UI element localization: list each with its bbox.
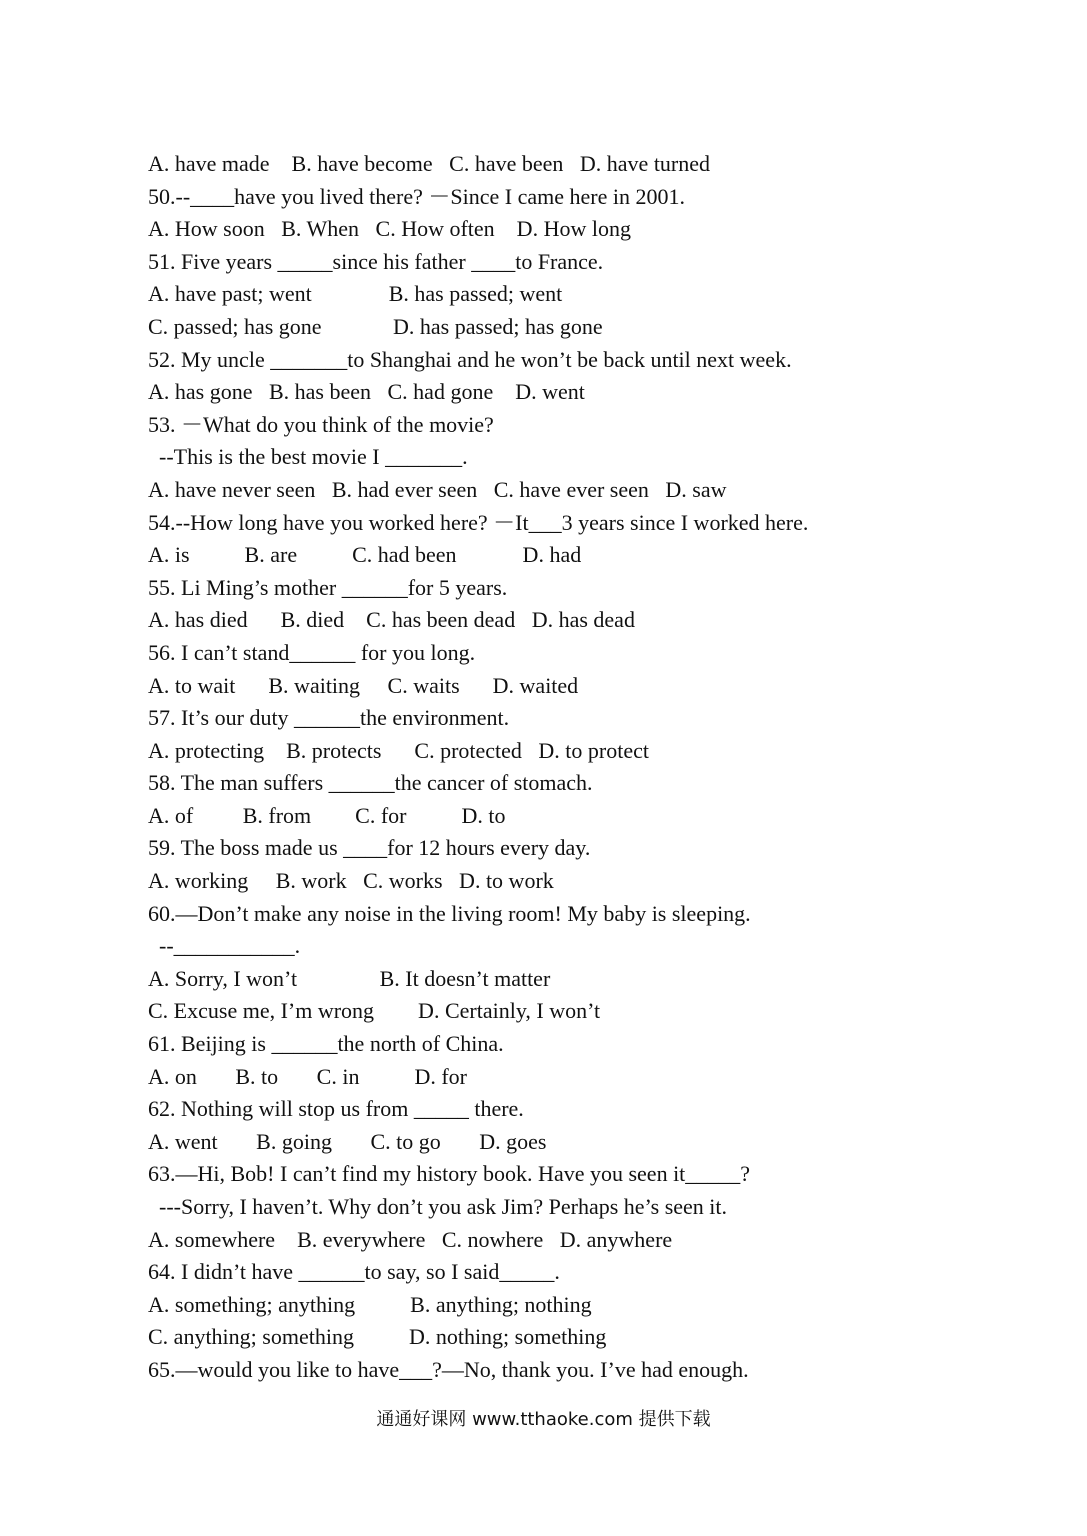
text-line: 60.—Don’t make any noise in the living room! My baby is sleeping. xyxy=(148,900,751,926)
text-line: --___________. xyxy=(148,933,301,959)
text-line: 65.—would you like to have___?—No, thank you. I’ve had enough. xyxy=(148,1356,749,1382)
text-line: A. has died B. died C. has been dead D. has dead xyxy=(148,607,635,633)
text-line: A. to wait B. waiting C. waits D. waited xyxy=(148,672,579,698)
text-line: A. protecting B. protects C. protected D. to protect xyxy=(148,737,649,763)
text-line: C. Excuse me, I’m wrong D. Certainly, I won’t xyxy=(148,998,601,1024)
text-line: 50.--____have you lived there? －Since I came here in 2001. xyxy=(148,183,685,209)
text-line: A. How soon B. When C. How often D. How long xyxy=(148,216,631,242)
text-line: 54.--How long have you worked here? －It___3 years since I worked here. xyxy=(148,509,809,535)
text-line: A. of B. from C. for D. to xyxy=(148,802,506,828)
text-line: A. have made B. have become C. have been D. have turned xyxy=(148,151,711,176)
text-line: 55. Li Ming’s mother ______for 5 years. xyxy=(148,574,508,600)
text-line: 59. The boss made us ____for 12 hours every day. xyxy=(148,835,591,861)
text-line: A. on B. to C. in D. for xyxy=(148,1063,467,1089)
question-list xyxy=(148,148,1048,1387)
text-line: A. working B. work C. works D. to work xyxy=(148,868,554,894)
page-footer: 通通好课网 www.tthaoke.com 提供下载 xyxy=(376,1409,711,1430)
text-line: C. anything; something D. nothing; something xyxy=(148,1324,607,1350)
text-line: A. somewhere B. everywhere C. nowhere D. anywhere xyxy=(148,1226,673,1252)
text-line: 64. I didn’t have ______to say, so I said_____. xyxy=(148,1259,560,1285)
text-line: A. have never seen B. had ever seen C. have ever seen D. saw xyxy=(148,476,727,502)
text-line: C. passed; has gone D. has passed; has gone xyxy=(148,313,603,339)
text-line: --This is the best movie I _______. xyxy=(148,444,468,470)
text-line: A. have past; went B. has passed; went xyxy=(148,281,563,307)
text-line: 53. －What do you think of the movie? xyxy=(148,411,494,437)
text-line: 52. My uncle _______to Shanghai and he won’t be back until next week. xyxy=(148,346,792,372)
text-line: 57. It’s our duty ______the environment. xyxy=(148,705,510,731)
text-line: ---Sorry, I haven’t. Why don’t you ask Jim? Perhaps he’s seen it. xyxy=(148,1194,728,1219)
text-line: A. is B. are C. had been D. had xyxy=(148,542,582,568)
text-line: 56. I can’t stand______ for you long. xyxy=(148,639,476,665)
text-line: 51. Five years _____since his father ____to France. xyxy=(148,248,604,274)
text-line: 63.—Hi, Bob! I can’t find my history book. Have you seen it_____? xyxy=(148,1161,751,1187)
text-line: A. went B. going C. to go D. goes xyxy=(148,1128,547,1154)
text-line: 61. Beijing is ______the north of China. xyxy=(148,1031,504,1057)
text-line: A. something; anything B. anything; nothing xyxy=(148,1291,592,1317)
text-line: A. has gone B. has been C. had gone D. went xyxy=(148,379,585,405)
text-line: 62. Nothing will stop us from _____ there. xyxy=(148,1096,524,1122)
text-line: 58. The man suffers ______the cancer of stomach. xyxy=(148,770,593,796)
text-line: A. Sorry, I won’t B. It doesn’t matter xyxy=(148,965,551,991)
